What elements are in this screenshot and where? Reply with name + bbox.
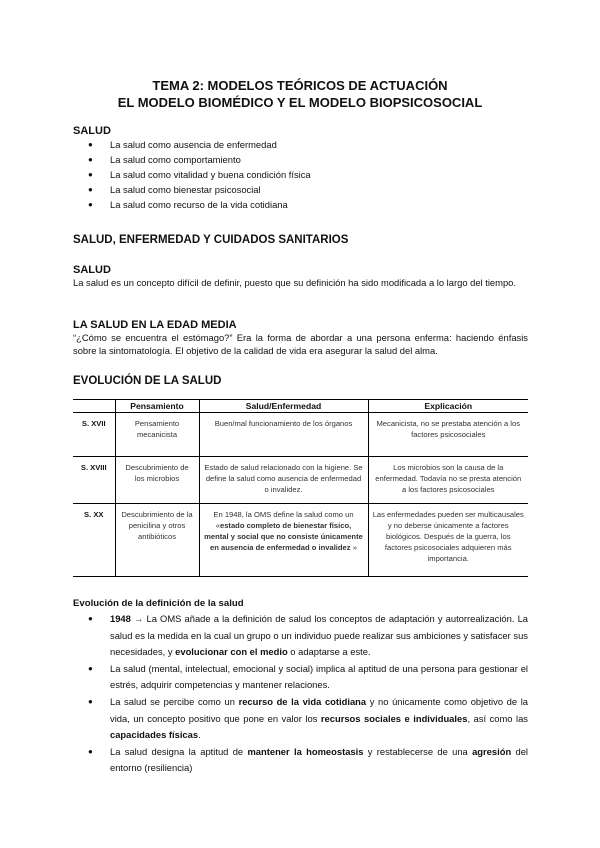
doc-title-line1: TEMA 2: MODELOS TEÓRICOS DE ACTUACIÓN — [152, 78, 448, 93]
cell-salud-close: » — [350, 543, 357, 552]
arrow: → — [130, 613, 147, 624]
text: La OMS añade a la definición de salud los conceptos de adaptación y autorrealización. La salud es la medida en la cual un grupo o un individuo puede realizar sus ambiciones y satisfacer sus necesidades, y — [110, 613, 528, 658]
list-item: ● La salud como recurso de la vida cotidiana — [73, 197, 528, 212]
doc-title-line2: EL MODELO BIOMÉDICO Y EL MODELO BIOPSICOSOCIAL — [117, 95, 483, 110]
cell-pensamiento: Pensamiento mecanicista — [115, 413, 199, 457]
cell-siglo: S. XX — [84, 510, 104, 519]
salud-heading: SALUD — [73, 125, 111, 137]
cell-salud-bold: estado completo de bienestar físico, mental y social que no consiste únicamente en ausencia de enfermedad o invalidez — [204, 521, 363, 552]
cell-explicacion: Mecanicista, no se prestaba atención a los factores psicosociales — [368, 413, 528, 457]
table-row — [73, 413, 528, 457]
column-header: Explicación — [368, 400, 528, 413]
cell-salud-text: Buen/mal funcionamiento de los órganos — [214, 419, 353, 428]
text: La salud se percibe como un — [110, 695, 239, 707]
list-item — [73, 694, 528, 744]
cell-siglo: S. XVIII — [73, 457, 115, 504]
salud-list — [73, 137, 528, 212]
bold-text: agresión — [472, 745, 512, 757]
list-item: ● La salud como ausencia de enfermedad — [73, 137, 528, 152]
sub-heading-salud: SALUD — [73, 264, 111, 276]
cell-siglo: S. XVII — [73, 413, 115, 457]
section-heading-salud-enfermedad: SALUD, ENFERMEDAD Y CUIDADOS SANITARIOS — [73, 234, 349, 246]
list-item — [73, 611, 528, 661]
cell-salud-text: En 1948, la OMS define la salud como un « — [213, 510, 354, 530]
text: o adaptarse a este. — [287, 646, 371, 658]
evolucion-heading: EVOLUCIÓN DE LA SALUD — [73, 375, 222, 387]
list-item: ● La salud como bienestar psicosocial — [73, 182, 528, 197]
bold-text: recursos sociales e individuales — [320, 712, 468, 724]
edad-media-heading: LA SALUD EN LA EDAD MEDIA — [73, 319, 237, 331]
bold-text: capacidades físicas — [110, 729, 199, 741]
table-row — [73, 504, 528, 577]
column-header: Salud/Enfermedad — [199, 400, 368, 413]
bold-text: evolucionar con el medio — [175, 646, 288, 658]
column-header: Pensamiento — [115, 400, 199, 413]
text: , así como las — [467, 712, 528, 724]
definicion-list — [73, 611, 528, 777]
text: y no únicamente como objetivo de la vida, un concepto positivo que pone en valor los — [110, 695, 528, 724]
cell-pensamiento: Descubrimiento de los microbios — [115, 457, 199, 504]
text: del entorno (resiliencia) — [110, 745, 529, 774]
list-item: ● La salud (mental, intelectual, emocional y social) implica al aptitud de una persona para gestionar el estrés, adquirir competencias y mantener relaciones. — [73, 661, 528, 694]
text: La salud designa la aptitud de — [110, 745, 248, 757]
cell-salud — [199, 413, 368, 457]
cell-salud-text: Estado de salud relacionado con la higiene. Se define la salud como ausencia de enfermedad o invalidez. — [204, 463, 363, 494]
cell-pensamiento: Descubrimiento de la penicilina y otros antibióticos — [115, 504, 199, 577]
definicion-heading: Evolución de la definición de la salud — [73, 598, 244, 609]
cell-explicacion: Los microbios son la causa de la enfermedad. Todavía no se presta atención a los factores psicosociales — [368, 457, 528, 504]
evolution-table — [73, 400, 528, 577]
list-item: ● La salud como comportamiento — [73, 152, 528, 167]
cell-salud — [199, 504, 368, 577]
list-item — [73, 744, 528, 777]
salud-definition-text: La salud es un concepto difícil de definir, puesto que su definición ha sido modificada a lo largo del tiempo. — [73, 277, 516, 288]
text: . — [198, 729, 201, 741]
edad-media-text: “¿Cómo se encuentra el estómago?” Era la forma de abordar a una persona enferma: haciendo énfasis sobre la sintomatología. El objetivo de la calidad de vida era asegurar la salud del alma. — [73, 332, 528, 356]
list-item: ● La salud como vitalidad y buena condición física — [73, 167, 528, 182]
cell-explicacion: Las enfermedades pueden ser multicausales y no deberse únicamente a factores biológicos. Después de la guerra, los factores psicosociales adquieren más importancia. — [368, 504, 528, 577]
bold-text: mantener la homeostasis — [247, 745, 364, 757]
table-header-row — [73, 400, 528, 413]
table-row — [73, 457, 528, 504]
year-1948: 1948 — [110, 613, 131, 624]
cell-salud — [199, 457, 368, 504]
column-header — [73, 400, 115, 413]
text: y restablecerse de una — [363, 745, 473, 757]
bold-text: recurso de la vida cotidiana — [238, 695, 367, 707]
